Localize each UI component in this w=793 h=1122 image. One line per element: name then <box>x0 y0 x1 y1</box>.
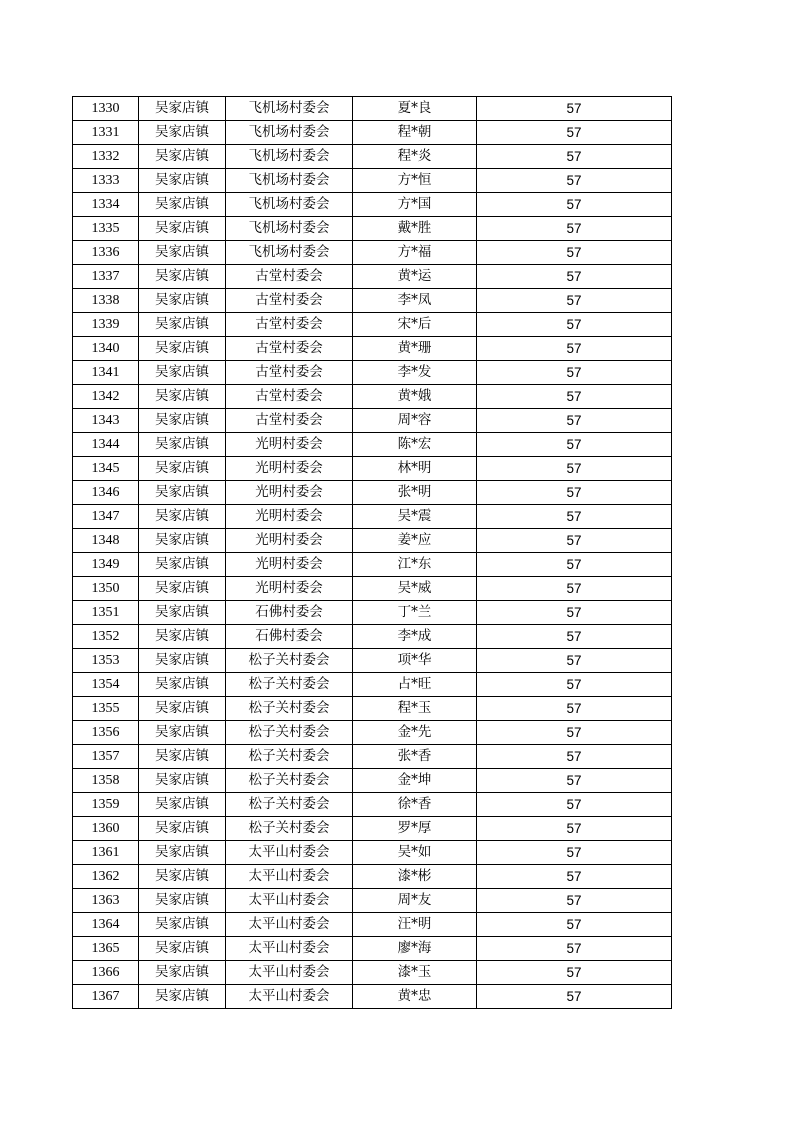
row-number-cell: 1342 <box>73 385 139 409</box>
person-name-cell: 占*旺 <box>353 673 477 697</box>
row-number-cell: 1338 <box>73 289 139 313</box>
amount-cell: 57 <box>477 481 672 505</box>
town-cell: 吴家店镇 <box>139 841 226 865</box>
town-cell: 吴家店镇 <box>139 313 226 337</box>
row-number-cell: 1337 <box>73 265 139 289</box>
table-body <box>73 97 672 1009</box>
person-name-cell: 漆*彬 <box>353 865 477 889</box>
village-cell: 太平山村委会 <box>226 865 353 889</box>
amount-cell: 57 <box>477 241 672 265</box>
person-name-cell: 漆*玉 <box>353 961 477 985</box>
town-cell: 吴家店镇 <box>139 673 226 697</box>
person-name-cell: 程*朝 <box>353 121 477 145</box>
row-number-cell: 1335 <box>73 217 139 241</box>
table-row <box>73 961 672 985</box>
village-cell: 松子关村委会 <box>226 673 353 697</box>
town-cell: 吴家店镇 <box>139 337 226 361</box>
table-row <box>73 409 672 433</box>
village-cell: 古堂村委会 <box>226 265 353 289</box>
village-cell: 飞机场村委会 <box>226 217 353 241</box>
amount-cell: 57 <box>477 577 672 601</box>
amount-cell: 57 <box>477 529 672 553</box>
person-name-cell: 李*发 <box>353 361 477 385</box>
table-row <box>73 721 672 745</box>
amount-cell: 57 <box>477 433 672 457</box>
amount-cell: 57 <box>477 841 672 865</box>
town-cell: 吴家店镇 <box>139 913 226 937</box>
amount-cell: 57 <box>477 625 672 649</box>
amount-cell: 57 <box>477 409 672 433</box>
table-row <box>73 361 672 385</box>
row-number-cell: 1350 <box>73 577 139 601</box>
amount-cell: 57 <box>477 361 672 385</box>
amount-cell: 57 <box>477 865 672 889</box>
row-number-cell: 1361 <box>73 841 139 865</box>
town-cell: 吴家店镇 <box>139 97 226 121</box>
row-number-cell: 1352 <box>73 625 139 649</box>
village-cell: 光明村委会 <box>226 457 353 481</box>
town-cell: 吴家店镇 <box>139 481 226 505</box>
person-name-cell: 汪*明 <box>353 913 477 937</box>
row-number-cell: 1367 <box>73 985 139 1009</box>
amount-cell: 57 <box>477 265 672 289</box>
table-row <box>73 97 672 121</box>
town-cell: 吴家店镇 <box>139 505 226 529</box>
amount-cell: 57 <box>477 505 672 529</box>
table-row <box>73 553 672 577</box>
town-cell: 吴家店镇 <box>139 289 226 313</box>
person-name-cell: 宋*后 <box>353 313 477 337</box>
amount-cell: 57 <box>477 385 672 409</box>
amount-cell: 57 <box>477 337 672 361</box>
person-name-cell: 张*香 <box>353 745 477 769</box>
village-cell: 松子关村委会 <box>226 769 353 793</box>
village-cell: 石佛村委会 <box>226 601 353 625</box>
village-cell: 太平山村委会 <box>226 841 353 865</box>
person-name-cell: 李*凤 <box>353 289 477 313</box>
village-cell: 太平山村委会 <box>226 889 353 913</box>
amount-cell: 57 <box>477 169 672 193</box>
table-row <box>73 145 672 169</box>
row-number-cell: 1360 <box>73 817 139 841</box>
town-cell: 吴家店镇 <box>139 865 226 889</box>
person-name-cell: 吴*威 <box>353 577 477 601</box>
row-number-cell: 1344 <box>73 433 139 457</box>
town-cell: 吴家店镇 <box>139 961 226 985</box>
table-row <box>73 457 672 481</box>
table-row <box>73 769 672 793</box>
row-number-cell: 1359 <box>73 793 139 817</box>
town-cell: 吴家店镇 <box>139 169 226 193</box>
town-cell: 吴家店镇 <box>139 889 226 913</box>
person-name-cell: 姜*应 <box>353 529 477 553</box>
table-row <box>73 793 672 817</box>
town-cell: 吴家店镇 <box>139 241 226 265</box>
person-name-cell: 黄*娥 <box>353 385 477 409</box>
person-name-cell: 项*华 <box>353 649 477 673</box>
amount-cell: 57 <box>477 97 672 121</box>
amount-cell: 57 <box>477 601 672 625</box>
amount-cell: 57 <box>477 937 672 961</box>
village-cell: 太平山村委会 <box>226 961 353 985</box>
table-row <box>73 673 672 697</box>
table-row <box>73 241 672 265</box>
town-cell: 吴家店镇 <box>139 265 226 289</box>
table-row <box>73 841 672 865</box>
town-cell: 吴家店镇 <box>139 793 226 817</box>
person-name-cell: 黄*忠 <box>353 985 477 1009</box>
table-row <box>73 649 672 673</box>
table-row <box>73 913 672 937</box>
data-table <box>72 96 672 1009</box>
person-name-cell: 周*友 <box>353 889 477 913</box>
person-name-cell: 李*成 <box>353 625 477 649</box>
village-cell: 松子关村委会 <box>226 745 353 769</box>
town-cell: 吴家店镇 <box>139 649 226 673</box>
town-cell: 吴家店镇 <box>139 457 226 481</box>
amount-cell: 57 <box>477 745 672 769</box>
person-name-cell: 吴*如 <box>353 841 477 865</box>
person-name-cell: 徐*香 <box>353 793 477 817</box>
amount-cell: 57 <box>477 553 672 577</box>
village-cell: 光明村委会 <box>226 481 353 505</box>
person-name-cell: 夏*良 <box>353 97 477 121</box>
table-row <box>73 817 672 841</box>
person-name-cell: 张*明 <box>353 481 477 505</box>
table-row <box>73 625 672 649</box>
town-cell: 吴家店镇 <box>139 985 226 1009</box>
table-row <box>73 217 672 241</box>
row-number-cell: 1343 <box>73 409 139 433</box>
table-row <box>73 433 672 457</box>
person-name-cell: 金*先 <box>353 721 477 745</box>
table-row <box>73 481 672 505</box>
village-cell: 太平山村委会 <box>226 913 353 937</box>
village-cell: 松子关村委会 <box>226 649 353 673</box>
amount-cell: 57 <box>477 793 672 817</box>
row-number-cell: 1356 <box>73 721 139 745</box>
person-name-cell: 丁*兰 <box>353 601 477 625</box>
village-cell: 古堂村委会 <box>226 385 353 409</box>
town-cell: 吴家店镇 <box>139 937 226 961</box>
table-row <box>73 169 672 193</box>
row-number-cell: 1358 <box>73 769 139 793</box>
row-number-cell: 1340 <box>73 337 139 361</box>
table-row <box>73 745 672 769</box>
person-name-cell: 周*容 <box>353 409 477 433</box>
table-row <box>73 601 672 625</box>
town-cell: 吴家店镇 <box>139 721 226 745</box>
village-cell: 松子关村委会 <box>226 697 353 721</box>
person-name-cell: 廖*海 <box>353 937 477 961</box>
table-row <box>73 265 672 289</box>
person-name-cell: 陈*宏 <box>353 433 477 457</box>
row-number-cell: 1364 <box>73 913 139 937</box>
person-name-cell: 方*福 <box>353 241 477 265</box>
town-cell: 吴家店镇 <box>139 529 226 553</box>
village-cell: 松子关村委会 <box>226 817 353 841</box>
amount-cell: 57 <box>477 961 672 985</box>
person-name-cell: 黄*运 <box>353 265 477 289</box>
table-row <box>73 865 672 889</box>
village-cell: 光明村委会 <box>226 553 353 577</box>
amount-cell: 57 <box>477 313 672 337</box>
amount-cell: 57 <box>477 121 672 145</box>
person-name-cell: 林*明 <box>353 457 477 481</box>
table-row <box>73 697 672 721</box>
row-number-cell: 1330 <box>73 97 139 121</box>
amount-cell: 57 <box>477 721 672 745</box>
row-number-cell: 1353 <box>73 649 139 673</box>
table-row <box>73 385 672 409</box>
town-cell: 吴家店镇 <box>139 193 226 217</box>
village-cell: 飞机场村委会 <box>226 121 353 145</box>
row-number-cell: 1331 <box>73 121 139 145</box>
town-cell: 吴家店镇 <box>139 145 226 169</box>
town-cell: 吴家店镇 <box>139 385 226 409</box>
village-cell: 古堂村委会 <box>226 289 353 313</box>
person-name-cell: 方*国 <box>353 193 477 217</box>
person-name-cell: 罗*厚 <box>353 817 477 841</box>
row-number-cell: 1336 <box>73 241 139 265</box>
village-cell: 飞机场村委会 <box>226 193 353 217</box>
town-cell: 吴家店镇 <box>139 217 226 241</box>
amount-cell: 57 <box>477 289 672 313</box>
town-cell: 吴家店镇 <box>139 577 226 601</box>
amount-cell: 57 <box>477 985 672 1009</box>
table-row <box>73 337 672 361</box>
table-row <box>73 505 672 529</box>
row-number-cell: 1334 <box>73 193 139 217</box>
village-cell: 光明村委会 <box>226 577 353 601</box>
amount-cell: 57 <box>477 817 672 841</box>
village-cell: 古堂村委会 <box>226 337 353 361</box>
table-row <box>73 289 672 313</box>
person-name-cell: 戴*胜 <box>353 217 477 241</box>
amount-cell: 57 <box>477 697 672 721</box>
village-cell: 飞机场村委会 <box>226 169 353 193</box>
town-cell: 吴家店镇 <box>139 361 226 385</box>
village-cell: 松子关村委会 <box>226 793 353 817</box>
table-row <box>73 577 672 601</box>
row-number-cell: 1351 <box>73 601 139 625</box>
person-name-cell: 黄*珊 <box>353 337 477 361</box>
town-cell: 吴家店镇 <box>139 625 226 649</box>
row-number-cell: 1357 <box>73 745 139 769</box>
town-cell: 吴家店镇 <box>139 745 226 769</box>
town-cell: 吴家店镇 <box>139 409 226 433</box>
town-cell: 吴家店镇 <box>139 697 226 721</box>
row-number-cell: 1341 <box>73 361 139 385</box>
row-number-cell: 1349 <box>73 553 139 577</box>
table-row <box>73 121 672 145</box>
amount-cell: 57 <box>477 889 672 913</box>
row-number-cell: 1366 <box>73 961 139 985</box>
row-number-cell: 1345 <box>73 457 139 481</box>
row-number-cell: 1362 <box>73 865 139 889</box>
amount-cell: 57 <box>477 769 672 793</box>
row-number-cell: 1355 <box>73 697 139 721</box>
row-number-cell: 1339 <box>73 313 139 337</box>
table-row <box>73 889 672 913</box>
village-cell: 太平山村委会 <box>226 937 353 961</box>
table-row <box>73 529 672 553</box>
person-name-cell: 方*恒 <box>353 169 477 193</box>
row-number-cell: 1346 <box>73 481 139 505</box>
person-name-cell: 金*坤 <box>353 769 477 793</box>
town-cell: 吴家店镇 <box>139 769 226 793</box>
row-number-cell: 1347 <box>73 505 139 529</box>
village-cell: 古堂村委会 <box>226 313 353 337</box>
town-cell: 吴家店镇 <box>139 121 226 145</box>
row-number-cell: 1332 <box>73 145 139 169</box>
town-cell: 吴家店镇 <box>139 601 226 625</box>
row-number-cell: 1363 <box>73 889 139 913</box>
person-name-cell: 吴*震 <box>353 505 477 529</box>
town-cell: 吴家店镇 <box>139 433 226 457</box>
village-cell: 古堂村委会 <box>226 409 353 433</box>
village-cell: 古堂村委会 <box>226 361 353 385</box>
village-cell: 飞机场村委会 <box>226 145 353 169</box>
row-number-cell: 1348 <box>73 529 139 553</box>
table-row <box>73 193 672 217</box>
village-cell: 飞机场村委会 <box>226 97 353 121</box>
village-cell: 光明村委会 <box>226 505 353 529</box>
amount-cell: 57 <box>477 649 672 673</box>
village-cell: 松子关村委会 <box>226 721 353 745</box>
person-name-cell: 江*东 <box>353 553 477 577</box>
person-name-cell: 程*玉 <box>353 697 477 721</box>
town-cell: 吴家店镇 <box>139 817 226 841</box>
amount-cell: 57 <box>477 145 672 169</box>
table-row <box>73 985 672 1009</box>
village-cell: 光明村委会 <box>226 433 353 457</box>
town-cell: 吴家店镇 <box>139 553 226 577</box>
row-number-cell: 1365 <box>73 937 139 961</box>
village-cell: 光明村委会 <box>226 529 353 553</box>
amount-cell: 57 <box>477 913 672 937</box>
village-cell: 太平山村委会 <box>226 985 353 1009</box>
village-cell: 飞机场村委会 <box>226 241 353 265</box>
amount-cell: 57 <box>477 457 672 481</box>
person-name-cell: 程*炎 <box>353 145 477 169</box>
table-row <box>73 313 672 337</box>
amount-cell: 57 <box>477 673 672 697</box>
table-row <box>73 937 672 961</box>
amount-cell: 57 <box>477 217 672 241</box>
village-cell: 石佛村委会 <box>226 625 353 649</box>
amount-cell: 57 <box>477 193 672 217</box>
row-number-cell: 1354 <box>73 673 139 697</box>
row-number-cell: 1333 <box>73 169 139 193</box>
